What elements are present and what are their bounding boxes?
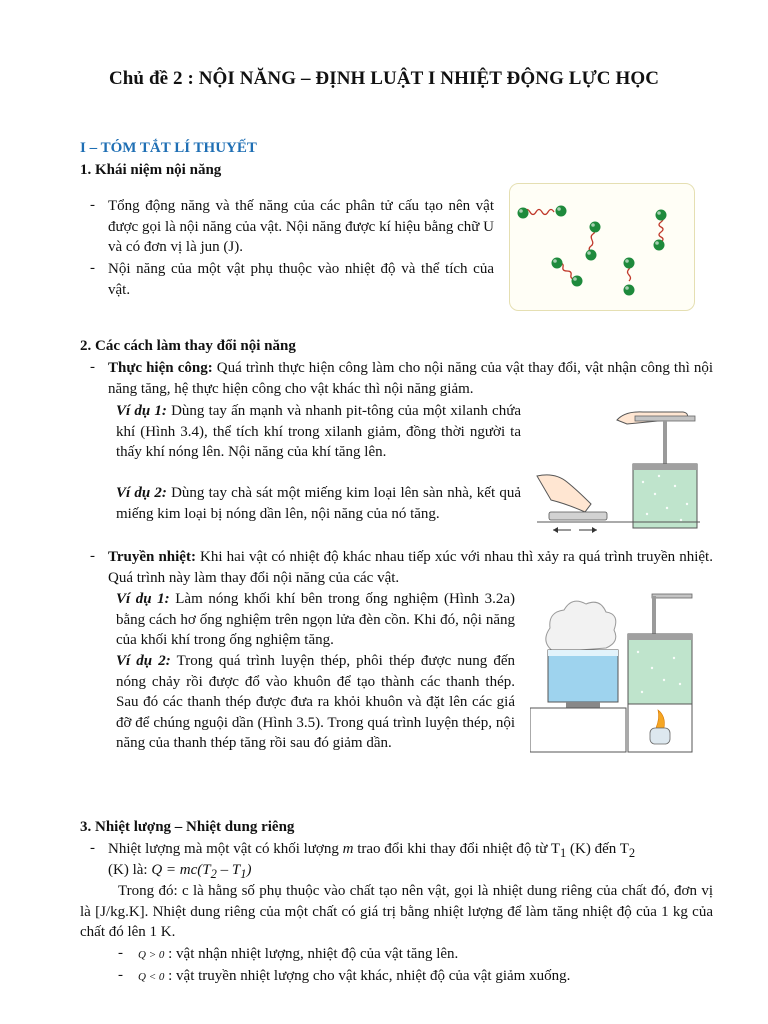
piston-handle [652, 594, 692, 598]
subsection-1-title: 1. Khái niệm nội năng [80, 162, 222, 178]
work-example-2: Ví dụ 2: Dùng tay chà sát một miếng kim loại lên sàn nhà, kết quả miếng kim loại bị nóng dần lên, nội năng của nó tăng. [116, 485, 521, 522]
work-example-1: Ví dụ 1: Dùng tay ấn mạnh và nhanh pit-tông của một xilanh chứa khí (Hình 3.4), thể tích khí trong xilanh giảm, đồng thời người ta thấy khí nóng lên. Nội năng của khí tăng lên. [116, 403, 521, 460]
page-title: Chủ đề 2 : NỘI NĂNG – ĐỊNH LUẬT I NHIỆT ĐỘNG LỰC HỌC [108, 68, 660, 89]
flame [656, 710, 664, 728]
molecule-atom [518, 208, 529, 219]
heat-transfer-paragraph: Truyền nhiệt: Khi hai vật có nhiệt độ khác nhau tiếp xúc với nhau thì xảy ra quá trình truyền nhiệt. Quá trình này làm thay đổi nội năng của các vật. [108, 549, 713, 586]
internal-energy-dependency: Nội năng của một vật phụ thuộc vào nhiệt độ và thể tích của vật. [108, 261, 494, 298]
bullet-dash: - [118, 967, 123, 983]
section-heading: I – TÓM TẮT LÍ THUYẾT [80, 140, 257, 156]
metal-piece [549, 512, 607, 520]
heat-quantity-formula-line: (K) là: $Q = mc(T_2 - T_1)$ [108, 862, 252, 881]
molecule-atom [624, 258, 635, 269]
subsection-3-title: 3. Nhiệt lượng – Nhiệt dung riêng [80, 819, 295, 835]
molecule-atom [552, 258, 563, 269]
bullet-dash: - [90, 548, 95, 564]
molecule-atom [572, 276, 583, 287]
gas-cylinder [633, 464, 697, 528]
heat-example-2: Ví dụ 2: Trong quá trình luyện thép, phôi thép được nung đến nóng chảy rồi được đổ vào khuôn để tạo thành các thanh thép. Sau đó các thanh thép được đưa ra khỏi khuôn và đặt lên các giá đỡ để chúng nguội dần (Hình 3.5). Trong quá trình luyện thép, nội năng của thanh thép tăng rồi sau đó giảm dần. [116, 653, 516, 751]
bullet-dash: - [118, 945, 123, 961]
heat-example-1: Ví dụ 1: Làm nóng khối khí bên trong ống nghiệm (Hình 3.2a) bằng cách hơ ống nghiệm trên ngọn lửa đèn cồn. Khi đó, nội năng của khối khí trong ống nghiệm tăng. [116, 591, 515, 648]
alcohol-lamp [650, 728, 670, 744]
piston-compression-figure [535, 404, 700, 544]
internal-energy-definition: Tổng động năng và thế năng của các phân tử cấu tạo nên vật được gọi là nội năng của vật. Nội năng được kí hiệu bằng chữ U và có đơn vị là jun (J). [108, 198, 494, 255]
steam-cloud [546, 601, 616, 652]
q-positive-line: Q > 0 : vật nhận nhiệt lượng, nhiệt độ của vật tăng lên. [138, 946, 459, 962]
water-beaker [548, 650, 618, 702]
molecule-atom [556, 206, 567, 217]
piston-head [628, 634, 692, 640]
gas-cylinder [628, 634, 692, 704]
bullet-dash: - [90, 260, 95, 276]
piston-rod [652, 596, 656, 636]
piston-head [633, 464, 697, 470]
q-negative-line: Q < 0 : vật truyền nhiệt lượng cho vật khác, nhiệt độ của vật giảm xuống. [138, 968, 571, 984]
molecule-atom [590, 222, 601, 233]
molecule-atom [654, 240, 665, 251]
bullet-dash: - [90, 359, 95, 375]
bullet-dash: - [90, 197, 95, 213]
molecule-atom [586, 250, 597, 261]
rubbing-hand [537, 475, 591, 512]
hot-plate [566, 702, 600, 708]
piston-rod [663, 421, 667, 467]
stove-stand [530, 708, 626, 752]
work-paragraph: Thực hiện công: Quá trình thực hiện công làm cho nội năng của vật thay đổi, vật nhận công thì nội năng tăng, hệ thực hiện công cho vật khác thì nội năng giảm. [108, 360, 713, 397]
molecule-figure [509, 183, 695, 311]
molecule-atom [656, 210, 667, 221]
heating-figure [530, 588, 696, 756]
heat-formula: $Q = mc(T_2 - T_1)$ [151, 862, 252, 881]
subsection-2-title: 2. Các cách làm thay đổi nội năng [80, 338, 296, 354]
specific-heat-paragraph: Trong đó: c là hằng số phụ thuộc vào chất tạo nên vật, gọi là nhiệt dung riêng của chất đó, đơn vị là [J/kg.K]. Nhiệt dung riêng của một chất có giá trị bằng nhiệt lượng để làm tăng nhiệt độ của 1 kg của chất đó lên 1 K. [80, 883, 713, 940]
heat-quantity-line1: Nhiệt lượng mà một vật có khối lượng m trao đổi khi thay đổi nhiệt độ từ $T_1$ (K) đến $T_2$ [108, 841, 636, 860]
molecule-atom [624, 285, 635, 296]
piston-handle [635, 416, 695, 421]
molecule-figure-frame [510, 184, 695, 311]
bullet-dash: - [90, 840, 95, 856]
